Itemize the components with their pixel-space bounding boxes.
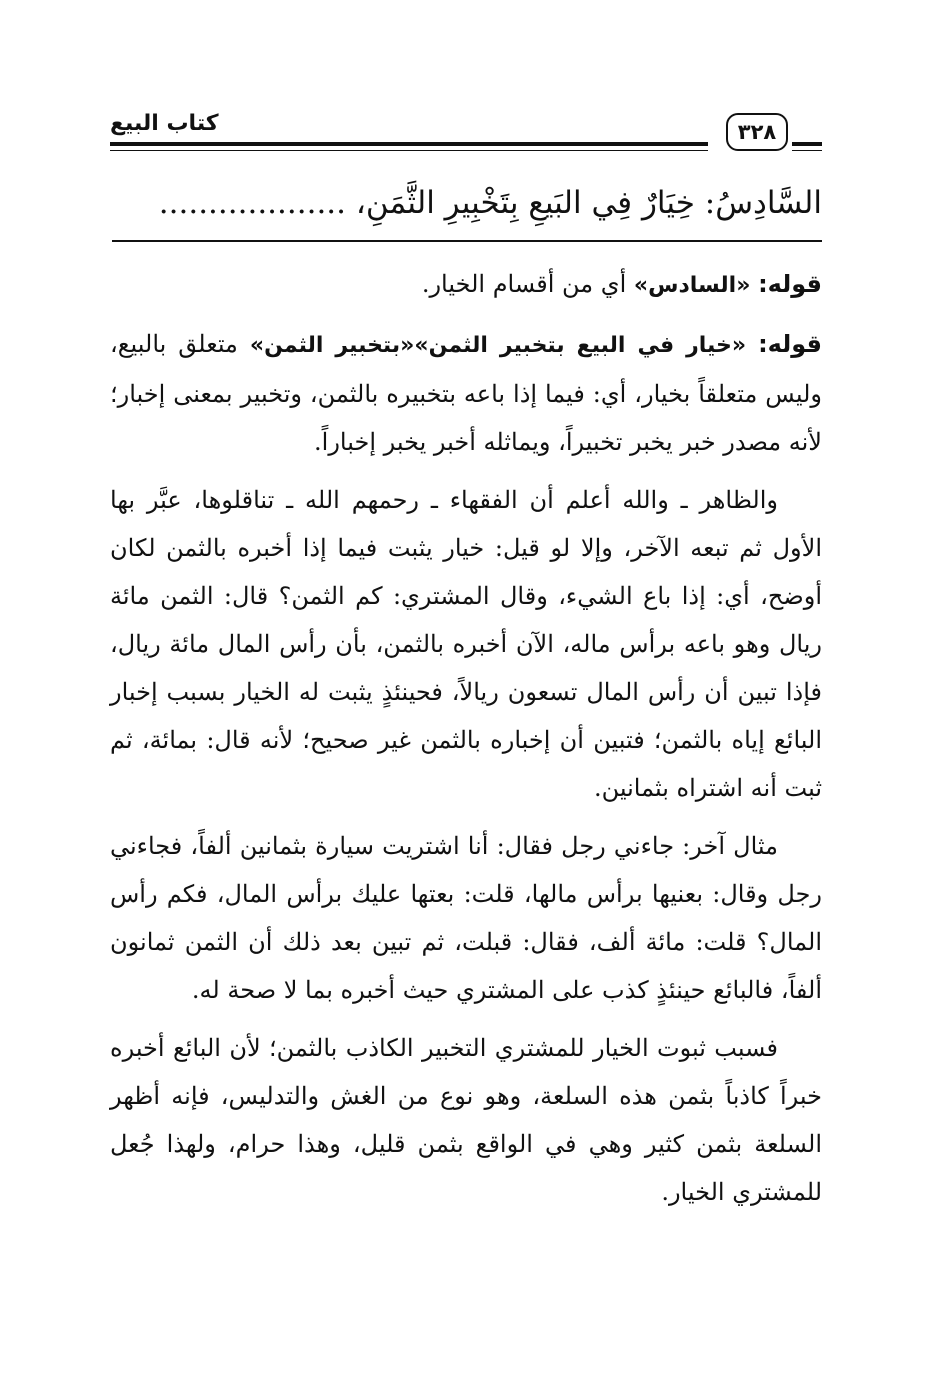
paragraph-text: مثال آخر: جاءني رجل فقال: أنا اشتريت سيارة بثمانين ألفاً، فجاءني رجل وقال: بعنيها برأس مالها، قلت: بعتها عليك برأس المال، فكم رأس المال؟ قلت: مائة ألف، فقال: قبلت، ثم تبين بعد ذلك أن الثمن ثمانون ألفاً، فالبائع حينئذٍ كذب على المشتري حيث أخبره بما لا صحة له. [110, 832, 822, 1004]
commentary-body [110, 260, 822, 1226]
quoted-matn: «بتخبير الثمن» [249, 333, 415, 358]
quoted-matn: «السادس» [633, 273, 751, 298]
paragraph-text: أي من أقسام الخيار. [421, 270, 627, 298]
paragraph-5 [110, 1024, 822, 1216]
matn-text: السَّادِسُ: خِيَارٌ فِي البَيعِ بِتَخْبِيرِ الثَّمَنِ، [355, 185, 822, 221]
matn-separator [112, 240, 822, 242]
paragraph-1 [110, 260, 822, 310]
page-number: ٣٢٨ [726, 113, 788, 151]
paragraph-2 [110, 320, 822, 466]
header-rule-thin [110, 150, 708, 151]
quoted-matn: «خيار في البيع بتخبير الثمن» [414, 333, 747, 358]
matn-line [110, 178, 822, 228]
header-rule-thin-right [792, 150, 822, 151]
header-rule-thick [110, 142, 708, 146]
page-header [110, 103, 822, 163]
paragraph-lead: قوله: [758, 330, 822, 358]
running-title: كتاب البيع [110, 111, 219, 136]
paragraph-4 [110, 822, 822, 1014]
paragraph-text: والظاهر ـ والله أعلم أن الفقهاء ـ رحمهم الله ـ تناقلوها، عبَّر بها الأول ثم تبعه الآخر، وإلا لو قيل: خيار يثبت فيما إذا أخبره بالثمن لكان أوضح، أي: إذا باع الشيء، وقال المشتري: كم الثمن؟ قال: الثمن مائة ريال وهو باعه برأس ماله، الآن أخبره بالثمن، بأن رأس المال مائة ريال، فإذا تبين أن رأس المال تسعون ريالاً، فحينئذٍ يثبت له الخيار بسبب إخبار البائع إياه بالثمن؛ فتبين أن إخباره بالثمن غير صحيح؛ لأنه قال: بمائة، ثم ثبت أنه اشتراه بثمانين. [110, 486, 822, 802]
header-rule-thick-right [792, 142, 822, 146]
paragraph-lead: قوله: [758, 270, 822, 298]
paragraph-text: متعلق بالبيع، وليس متعلقاً بخيار، أي: فيما إذا باعه بتخبيره بالثمن، وتخبير بمعنى إخبار؛ لأنه مصدر خبر يخبر تخبيراً، ويماثله أخبر يخبر إخباراً. [110, 330, 822, 456]
paragraph-3 [110, 476, 822, 812]
paragraph-text: فسبب ثبوت الخيار للمشتري التخبير الكاذب بالثمن؛ لأن البائع أخبره خبراً كاذباً بثمن هذه السلعة، وهو نوع من الغش والتدليس، فإنه أظهر السلعة بثمن كثير وهي في الواقع بثمن قليل، وهذا حرام، ولهذا جُعل للمشتري الخيار. [110, 1034, 822, 1206]
matn-dots: ................... [158, 185, 347, 221]
